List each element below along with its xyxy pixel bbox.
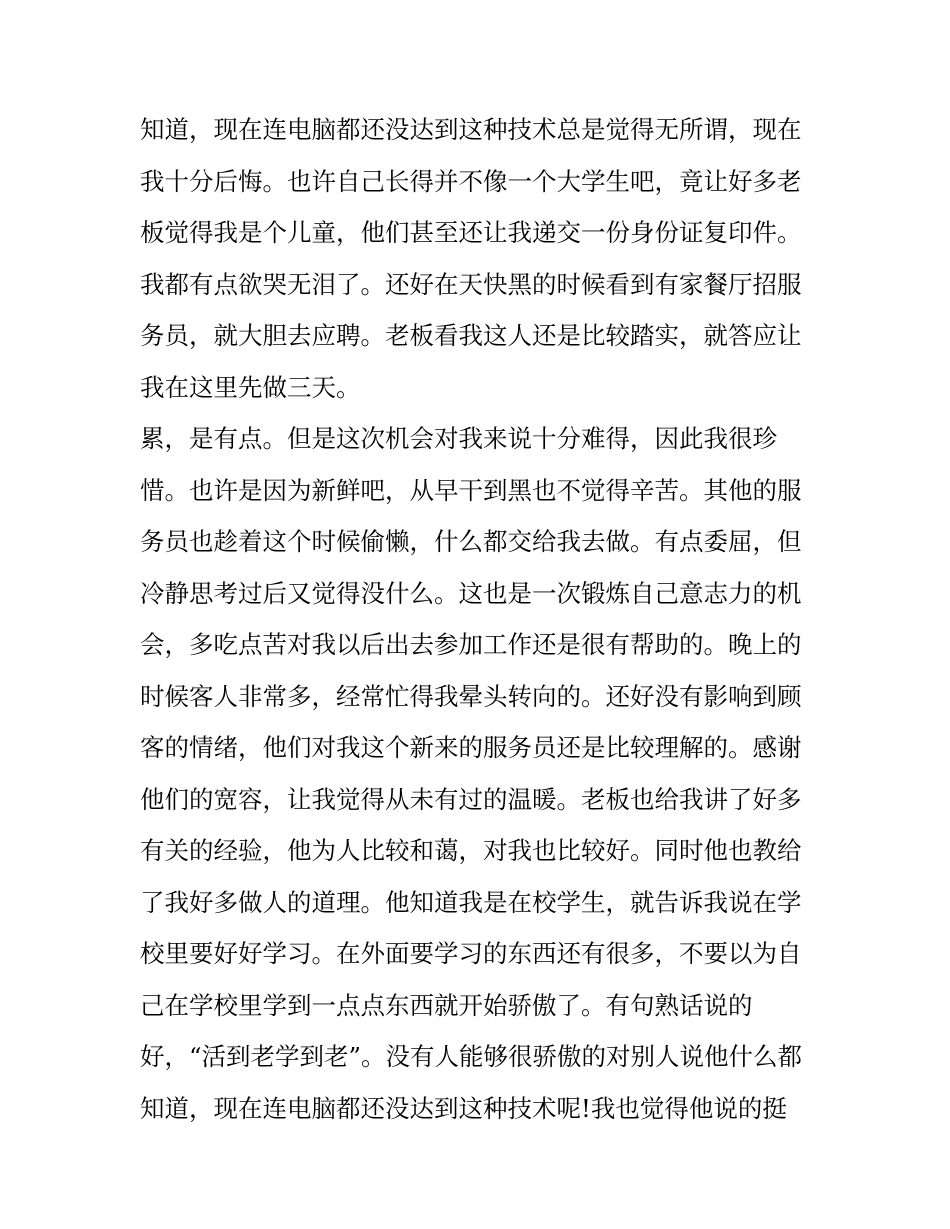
text-line: 己在学校里学到一点点东西就开始骄傲了。有句熟话说的 <box>140 990 753 1020</box>
text-line: 知道，现在连电脑都还没达到这种技术总是觉得无所谓，现在 <box>140 115 802 144</box>
text-line: 我在这里先做三天。 <box>140 372 361 402</box>
text-line: 我十分后悔。也许自己长得并不像一个大学生吧，竟让好多老 <box>140 166 802 196</box>
text-line: 有关的经验，他为人比较和蔼，对我也比较好。同时他也教给 <box>140 836 802 865</box>
text-line: 了我好多做人的道理。他知道我是在校学生，就告诉我说在学 <box>140 887 802 917</box>
text-line: 务员，就大胆去应聘。老板看我这人还是比较踏实，就答应让 <box>140 321 802 350</box>
body-text <box>140 104 830 1134</box>
text-line: 我都有点欲哭无泪了。还好在天快黑的时候看到有家餐厅招服 <box>140 269 802 299</box>
text-line: 累，是有点。但是这次机会对我来说十分难得，因此我很珍 <box>140 424 777 453</box>
text-line: 会，多吃点苦对我以后出去参加工作还是很有帮助的。晚上的 <box>140 630 802 659</box>
text-line: 客的情绪，他们对我这个新来的服务员还是比较理解的。感谢 <box>140 733 802 762</box>
text-line: 他们的宽容，让我觉得从未有过的温暖。老板也给我讲了好多 <box>140 784 802 814</box>
text-line: 板觉得我是个儿童，他们甚至还让我递交一份身份证复印件。 <box>140 218 802 247</box>
text-line: 务员也趁着这个时候偷懒，什么都交给我去做。有点委屈，但 <box>140 527 802 556</box>
text-line: 冷静思考过后又觉得没什么。这也是一次锻炼自己意志力的机 <box>140 578 802 608</box>
text-line: 时候客人非常多，经常忙得我晕头转向的。还好没有影响到顾 <box>140 681 802 711</box>
text-line: 惜。也许是因为新鲜吧，从早干到黑也不觉得辛苦。其他的服 <box>140 475 802 505</box>
text-line: 知道，现在连电脑都还没达到这种技术呢!我也觉得他说的挺 <box>140 1093 787 1123</box>
text-line: 好，“活到老学到老”。没有人能够很骄傲的对别人说他什么都 <box>140 1042 803 1071</box>
text-line: 校里要好好学习。在外面要学习的东西还有很多，不要以为自 <box>140 939 802 968</box>
